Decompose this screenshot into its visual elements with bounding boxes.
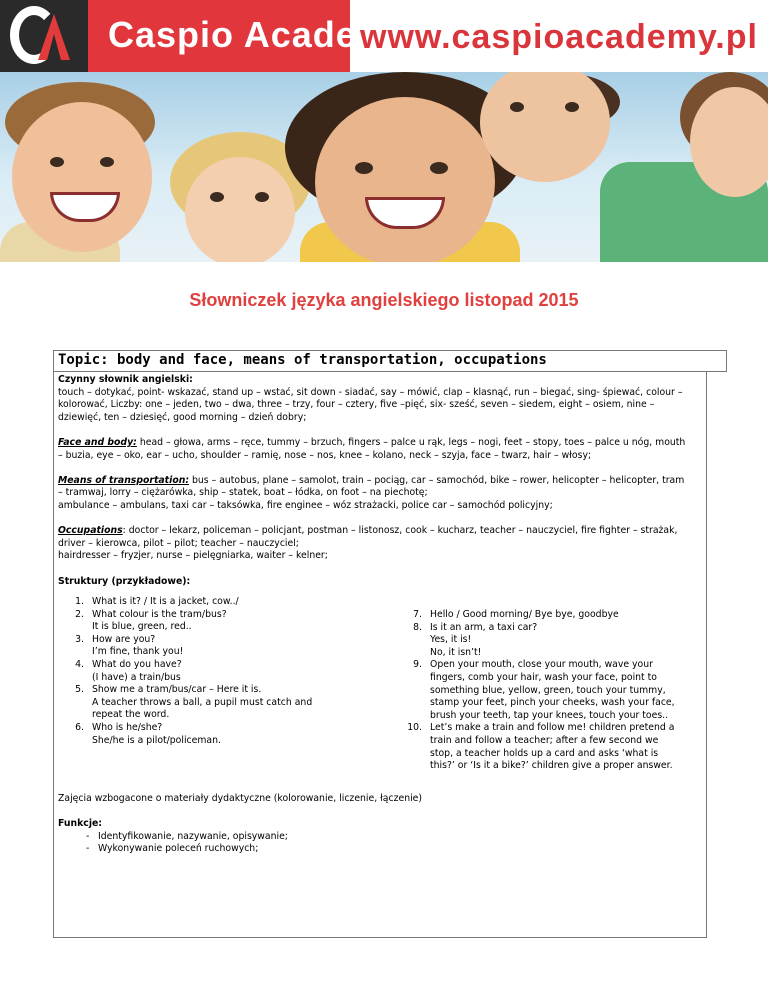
structure-item-line: How are you?	[92, 633, 156, 645]
structure-item-number: 3.	[75, 633, 84, 645]
active-vocab-line: touch – dotykać, point- wskazać, stand up – wstać, sit down - siadać, say – mówić, clap – klasnąć, run – biegać, sing- śpiewać, colour –	[58, 386, 683, 398]
structure-item-line: stop, a teacher holds up a card and asks ‘what is	[430, 747, 659, 759]
structure-item-line: (I have) a train/bus	[92, 671, 181, 683]
structure-item-number: 9.	[413, 659, 422, 671]
photo-face	[480, 72, 610, 182]
logo	[0, 0, 88, 72]
transport-line: – tramwaj, lorry – ciężarówka, ship – statek, boat – łódka, on foot – na piechotę;	[58, 487, 428, 499]
structure-item-line: Let’s make a train and follow me! children pretend a	[430, 722, 675, 734]
occupations-label: Occupations	[58, 525, 123, 537]
structure-item	[64, 634, 394, 659]
structure-item-number: 5.	[75, 684, 84, 696]
structure-item-line: repeat the word.	[92, 709, 170, 721]
transport-label: Means of transportation:	[58, 474, 190, 486]
structure-item-line: train and follow a teacher; after a few second we	[430, 734, 659, 746]
active-vocab-line: dziewięć, ten – dziesięć, good morning – dzień dobry;	[58, 411, 307, 423]
structure-item-line: What is it? / It is a jacket, cow../	[92, 596, 239, 607]
structures-heading: Struktury (przykładowe):	[58, 575, 191, 587]
structure-item-line: It is blue, green, red..	[92, 621, 192, 633]
photo-eye	[430, 162, 448, 174]
structure-item-line: brush your teeth, tap your knees, touch your toes..	[430, 709, 669, 721]
face-body-text: head – głowa, arms – ręce, tummy – brzuch, fingers – palce u rąk, legs – nogi, feet – stopy, toes – palce u nóg, mouth	[136, 436, 686, 448]
structure-item-number: 7.	[413, 609, 422, 620]
face-body-paragraph	[58, 437, 698, 450]
structure-item-line: No, it isn’t!	[430, 646, 482, 658]
occupations-line: hairdresser – fryzjer, nurse – pielęgniarka, waiter – kelner;	[58, 550, 328, 562]
structure-item	[402, 622, 702, 660]
children-photo	[0, 72, 768, 262]
structure-item-number: 1.	[75, 596, 84, 607]
structure-item	[402, 722, 702, 772]
structure-item-number: 8.	[413, 621, 422, 633]
structure-item-line: She/he is a pilot/policeman.	[92, 734, 221, 746]
topic-row	[53, 350, 727, 372]
structure-item-line: stamp your feet, pinch your cheeks, wash your face,	[430, 697, 675, 709]
structure-item-line: Hello / Good morning/ Bye bye, goodbye	[430, 609, 619, 620]
functions-item: - Wykonywanie poleceń ruchowych;	[86, 843, 259, 855]
topic-heading: Topic: body and face, means of transportation, occupations	[58, 352, 547, 368]
photo-face	[185, 157, 295, 262]
structure-item-line: Yes, it is!	[430, 634, 472, 646]
structure-item-line: Show me a tram/bus/car – Here it is.	[92, 684, 262, 696]
website-url: www.caspioacademy.pl	[360, 18, 758, 56]
structure-item-number: 4.	[75, 658, 84, 670]
functions-section	[58, 818, 698, 856]
photo-eye	[255, 192, 269, 202]
photo-eye	[510, 102, 524, 112]
functions-item: - Identyfikowanie, nazywanie, opisywanie;	[86, 830, 288, 842]
face-body-label: Face and body:	[58, 436, 137, 448]
transport-paragraph	[58, 475, 698, 488]
photo-face	[315, 97, 495, 262]
structures-right-list	[402, 609, 702, 773]
active-vocab-heading: Czynny słownik angielski:	[58, 374, 193, 385]
structure-item	[402, 659, 702, 722]
face-body-line: – buzia, eye – oko, ear – ucho, shoulder – ramię, nose – nos, knee – kolano, neck – szyja, face – twarz, hair – włosy;	[58, 449, 592, 461]
logo-a-inner	[47, 34, 61, 60]
occupations-paragraph	[58, 525, 698, 538]
structure-item-line: Open your mouth, close your mouth, wave your	[430, 659, 653, 671]
structure-item	[402, 609, 702, 622]
content-body	[58, 374, 698, 588]
page-title: Słowniczek języka angielskiego listopad 2015	[189, 290, 579, 310]
structure-item	[64, 596, 394, 609]
structure-item	[64, 722, 394, 747]
transport-text: bus – autobus, plane – samolot, train – pociąg, car – samochód, bike – rower, helicopter – helicopter, tram	[189, 474, 685, 486]
structure-item-line: What colour is the tram/bus?	[92, 608, 227, 620]
structure-item-line: Who is he/she?	[92, 721, 163, 733]
functions-item-text: Identyfikowanie, nazywanie, opisywanie;	[98, 830, 288, 842]
structure-item-number: 10.	[407, 722, 422, 734]
brand-name: Caspio Academy	[108, 14, 411, 55]
photo-face	[12, 102, 152, 252]
photo-eye	[565, 102, 579, 112]
structure-item-line: fingers, comb your hair, wash your face, point to	[430, 671, 657, 683]
occupations-text: : doctor – lekarz, policeman – policjant, postman – listonosz, cook – kucharz, teacher – nauczyciel, fire fighter – strażak,	[122, 525, 678, 537]
structure-item-number: 2.	[75, 608, 84, 620]
photo-eye	[50, 157, 64, 167]
transport-line: ambulance – ambulans, taxi car – taksówka, fire enginee – wóz strażacki, police car – samochód policyjny;	[58, 499, 553, 511]
functions-heading: Funkcje:	[58, 818, 103, 829]
structure-item-line: What do you have?	[92, 658, 182, 670]
structure-item	[64, 659, 394, 684]
structure-item-number: 6.	[75, 721, 84, 733]
structure-item	[64, 609, 394, 634]
extra-materials: Zajęcia wzbogacone o materiały dydaktyczne (kolorowanie, liczenie, łączenie)	[58, 793, 423, 804]
structure-item-line: something blue, yellow, green, touch your tummy,	[430, 684, 666, 696]
header-banner	[0, 0, 768, 262]
structure-item-line: A teacher throws a ball, a pupil must catch and	[92, 696, 313, 708]
structures-left-list	[64, 596, 394, 747]
photo-eye	[355, 162, 373, 174]
structure-item-line: this?’ or ‘Is it a bike?’ children give a proper answer.	[430, 760, 673, 772]
structure-item-line: I’m fine, thank you!	[92, 646, 184, 658]
functions-item-text: Wykonywanie poleceń ruchowych;	[98, 843, 259, 855]
structure-item-line: Is it an arm, a taxi car?	[430, 621, 538, 633]
photo-eye	[210, 192, 224, 202]
active-vocab-line: kolorować, Liczby: one – jeden, two – dwa, three – trzy, four – cztery, five –pięć, six- sześć, seven – siedem, eight – osiem, nine –	[58, 399, 655, 411]
photo-eye	[100, 157, 114, 167]
occupations-line: driver – kierowca, pilot – pilot; teacher – nauczyciel;	[58, 537, 299, 549]
structure-item	[64, 684, 394, 722]
